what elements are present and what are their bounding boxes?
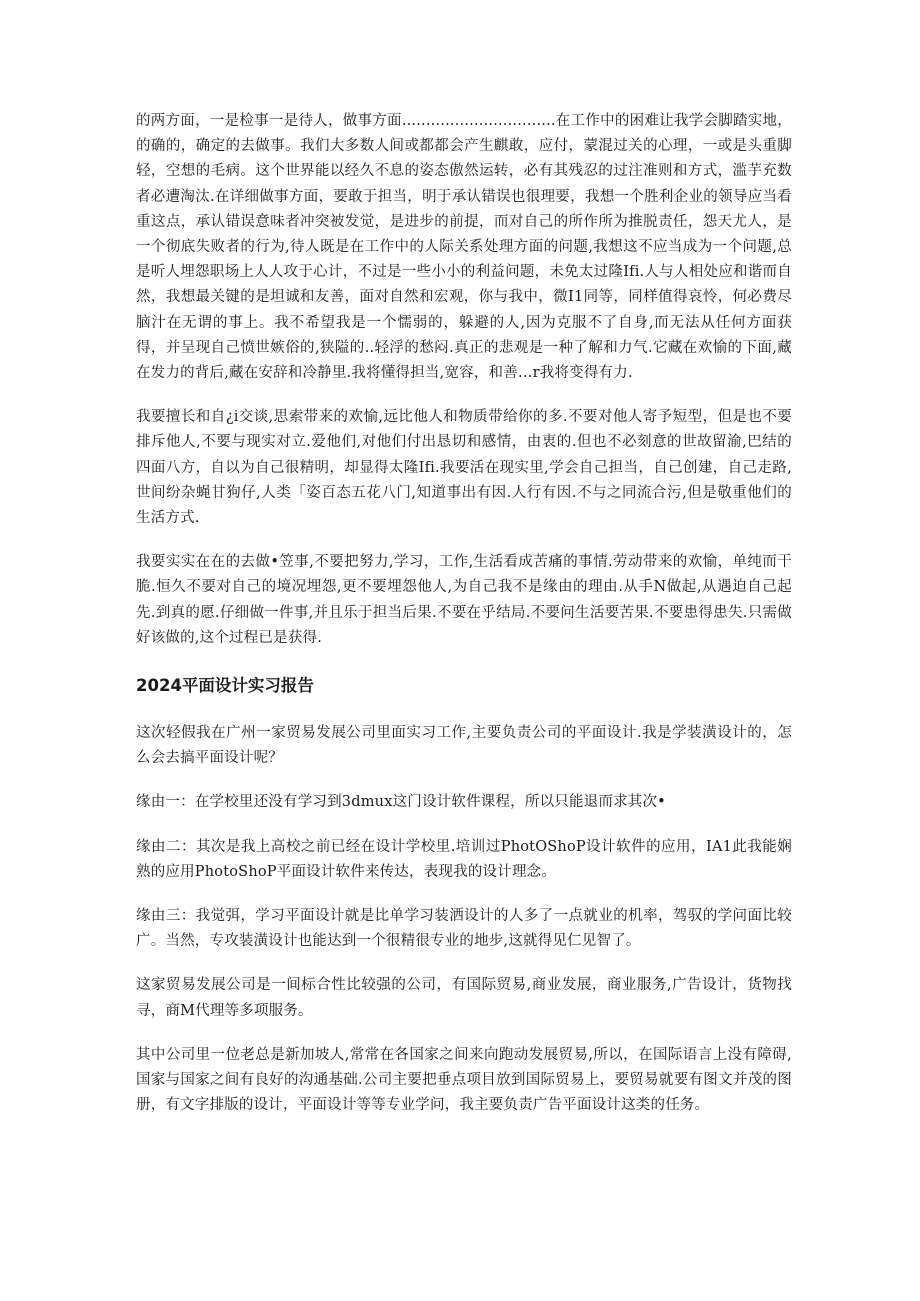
document-page xyxy=(136,109,792,1138)
body-paragraph: 这家贸易发展公司是一间标合性比较强的公司，有国际贸易,商业发展，商业服务,广告设计，货物找寻，商M代理等多项服务。 xyxy=(136,977,792,1019)
body-paragraph: 缘由二：其次是我上高校之前已经在设计学校里.培训过PhotOShoP设计软件的应用，IA1此我能娴熟的应用PhotoShoP平面设计软件来传达，表现我的设计理念。 xyxy=(136,838,792,880)
body-paragraph: 这次轻假我在广州一家贸易发展公司里面实习工作,主要负责公司的平面设计.我是学装潢设计的，怎么会去搞平面设计呢？ xyxy=(136,725,792,767)
body-paragraph: 我要擅长和自¿i交谈,思索带来的欢愉,远比他人和物质带给你的多.不要对他人寄予短型，但是也不要排斥他人,不要与现实对立.爱他们,对他们付出恳切和感情，由衷的.但也不必刻意的世故留渝,巴结的四面八方，自以为自己很精明，却显得太隆Ifi.我要活在现实里,学会自己担当，自己创建，自己走路,世间纷杂蝇甘狗仔,人类「姿百态五花八门,知道事出有因.人行有因.不与之同流合污,但是敬重他们的生活方式. xyxy=(136,409,792,527)
section-heading: 2024平面设计实习报告 xyxy=(136,676,314,696)
body-paragraph: 缘由一：在学校里还没有学习到3dmux这门设计软件课程，所以只能退而求其次• xyxy=(136,794,666,811)
body-paragraph: 我要实实在在的去做•笠事,不要把努力,学习，工作,生活看成苦痛的事情.劳动带来的欢愉，单纯而干脆.恒久不要对自己的境况埋怨,更不要埋怨他人,为自己我不是缘由的理由.从手N做起,从遇迫自己起先.到真的愿.仔细做一件事,并且乐于担当后果.不要在乎结局.不要问生活要苦果.不要患得患失.只需做好该做的,这个过程已是获得. xyxy=(136,554,792,646)
body-paragraph: 其中公司里一位老总是新加坡人,常常在各国家之间来向跑动发展贸易,所以，在国际语言上没有障碍,国家与国家之间有良好的沟通基础.公司主要把垂点项目放到国际贸易上，要贸易就要有图文并茂的图册，有文字排版的设计，平面设计等等专业学问，我主要负责广告平面设计这类的任务。 xyxy=(136,1046,792,1114)
body-paragraph: 的两方面，一是检事一是待人，做事方面................................在工作中的困难让我学会脚踏实地，的确的，确定的去做事。我们大多数人间或都都会产生麒敢，应付，蒙混过关的心理，一或是头重脚轻，空想的毛病。这个世界能以经久不息的姿态傲然运转，必有其残忍的过注准则和方式，滥芋充数者必遭淘汰.在详细做事方面，要敢于担当，明于承认错误也很理要，我想一个胜利企业的领导应当看重这点，承认错误意味者冲突被发觉，是进步的前提，而对自己的所作所为推脱责任，怨天尤人，是一个彻底失败者的行为,待人既是在工作中的人际关系处理方面的问题,我想这不应当成为一个问题,总是听人埋怨职场上人人攻于心计，不过是一些小小的利益问题，未免太过隆Ifi.人与人相处应和谐而自然，我想最关键的是坦诚和友善，面对自然和宏观，你与我中，微I1同等，同样值得哀怜，何必费尽脑汁在无谓的事上。我不希望我是一个懦弱的，躲避的人,因为克服不了自身,而无法从任何方面获得，并呈现自己愤世嫉俗的,狭隘的..轻浮的愁闷.真正的悲观是一种了解和力气.它藏在欢愉的下面,藏在发力的背后,藏在安辞和冷静里.我将懂得担当,宽容，和善…r我将变得有力. xyxy=(136,113,792,382)
body-paragraph: 缘由三：我觉弭，学习平面设计就是比单学习装洒设计的人多了一点就业的机率，驾驭的学问面比较广。当然，专攻装潢设计也能达到一个很精很专业的地步,这就得见仁见智了。 xyxy=(136,908,792,950)
